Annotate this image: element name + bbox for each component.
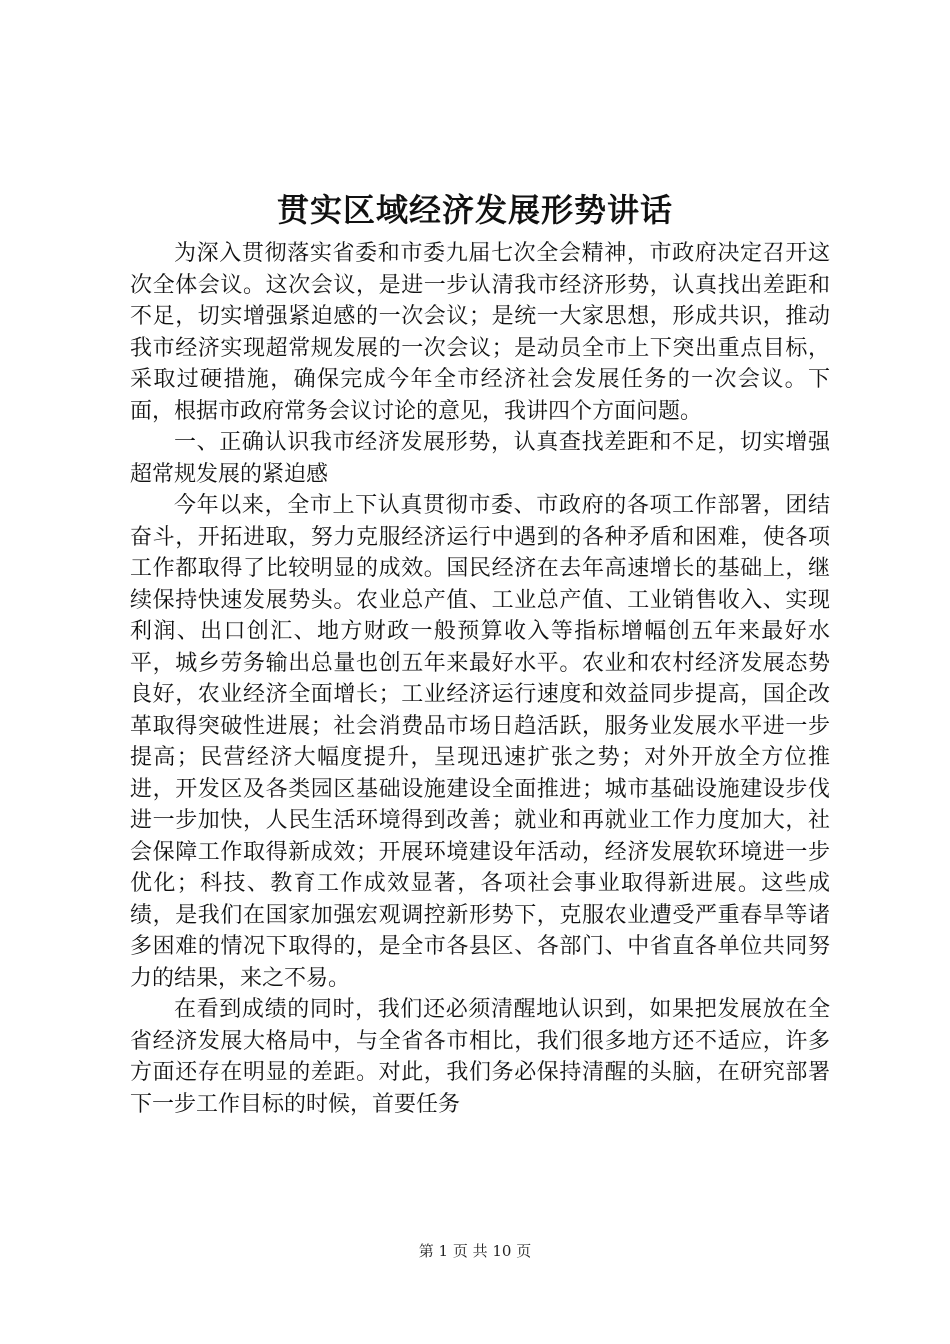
section-heading-1: 一、正确认识我市经济发展形势，认真查找差距和不足，切实增强超常规发展的紧迫感	[130, 430, 830, 487]
paragraph-achievements: 今年以来，全市上下认真贯彻市委、市政府的各项工作部署，团结奋斗，开拓进取，努力克服经济运行中遇到的各种矛盾和困难，使各项工作都取得了比较明显的成效。国民经济在去年高速增长的基础上，继续保持快速发展势头。农业总产值、工业总产值、工业销售收入、实现利润、出口创汇、地方财政一般预算收入等指标增幅创五年来最好水平，城乡劳务输出总量也创五年来最好水平。农业和农村经济发展态势良好，农业经济全面增长；工业经济运行速度和效益同步提高，国企改革取得突破性进展；社会消费品市场日趋活跃，服务业发展水平进一步提高；民营经济大幅度提升，呈现迅速扩张之势；对外开放全方位推进，开发区及各类园区基础设施建设全面推进；城市基础设施建设步伐进一步加快，人民生活环境得到改善；就业和再就业工作力度加大，社会保障工作取得新成效；开展环境建设年活动，经济发展软环境进一步优化；科技、教育工作成效显著，各项社会事业取得新进展。这些成绩，是我们在国家加强宏观调控新形势下，克服农业遭受严重春旱等诸多困难的情况下取得的，是全市各县区、各部门、中省直各单位共同努力的结果，来之不易。	[130, 493, 830, 991]
paragraph-gaps: 在看到成绩的同时，我们还必须清醒地认识到，如果把发展放在全省经济发展大格局中，与全省各市相比，我们很多地方还不适应，许多方面还存在明显的差距。对此，我们务必保持清醒的头脑，在研究部署下一步工作目标的时候，首要任务	[130, 997, 830, 1117]
document-body	[130, 238, 830, 1120]
document-title: 贯实区域经济发展形势讲话	[276, 191, 673, 229]
paragraph-intro: 为深入贯彻落实省委和市委九届七次全会精神，市政府决定召开这次全体会议。这次会议，是进一步认清我市经济形势，认真找出差距和不足，切实增强紧迫感的一次会议；是统一大家思想，形成共识，推动我市经济实现超常规发展的一次会议；是动员全市上下突出重点目标，采取过硬措施，确保完成今年全市经济社会发展任务的一次会议。下面，根据市政府常务会议讨论的意见，我讲四个方面问题。	[130, 241, 830, 424]
page-footer: 第 1 页 共 10 页	[418, 1242, 532, 1260]
